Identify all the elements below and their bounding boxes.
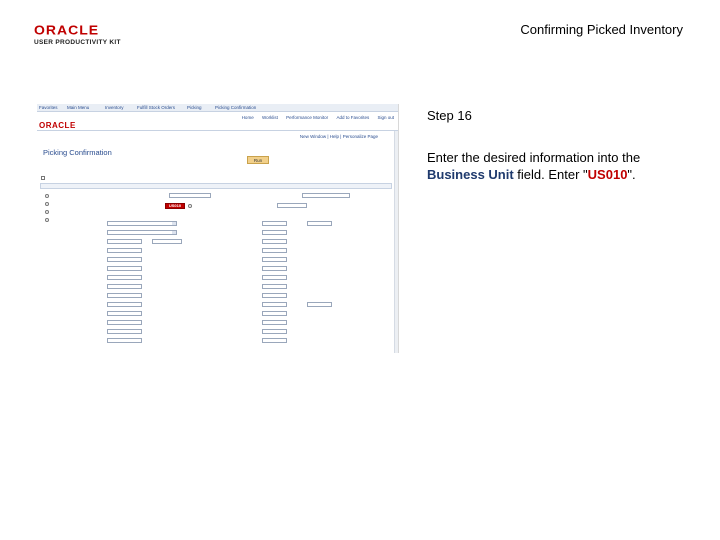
right-field-7[interactable] xyxy=(262,275,287,280)
left-field-5[interactable] xyxy=(107,257,142,262)
radio-option-3[interactable] xyxy=(45,210,49,214)
link-home[interactable]: Home xyxy=(241,115,254,120)
right-field-5[interactable] xyxy=(262,257,287,262)
right-field-9[interactable] xyxy=(262,293,287,298)
logo-brand: ORACLE xyxy=(34,22,100,38)
right-field-14[interactable] xyxy=(262,338,287,343)
breadcrumb-bar xyxy=(37,104,398,112)
instruction-field-name: Business Unit xyxy=(427,167,514,182)
right-field-8[interactable] xyxy=(262,284,287,289)
option-checkbox[interactable] xyxy=(41,176,45,180)
left-field-14[interactable] xyxy=(107,338,142,343)
right-field-4[interactable] xyxy=(262,248,287,253)
logo-subtitle: USER PRODUCTIVITY KIT xyxy=(34,39,121,46)
top-links xyxy=(235,115,394,120)
left-field-12[interactable] xyxy=(107,320,142,325)
fulfillment-field[interactable] xyxy=(277,203,307,208)
left-field-7[interactable] xyxy=(107,275,142,280)
left-field-6[interactable] xyxy=(107,266,142,271)
right-field-6[interactable] xyxy=(262,266,287,271)
page-utility-links[interactable]: New Window | Help | Personalize Page xyxy=(299,134,378,139)
header-divider xyxy=(37,130,398,131)
dropdown-field-1[interactable] xyxy=(107,221,177,226)
step-instruction xyxy=(427,149,697,183)
breadcrumb-picking[interactable]: Picking xyxy=(187,105,202,110)
link-sign-out[interactable]: Sign out xyxy=(377,115,394,120)
order-number-from[interactable] xyxy=(107,239,142,244)
link-worklist[interactable]: Worklist xyxy=(261,115,278,120)
app-oracle-logo: ORACLE xyxy=(39,121,76,130)
link-performance-monitor[interactable]: Performance Monitor xyxy=(286,115,329,120)
left-field-8[interactable] xyxy=(107,284,142,289)
request-group-header xyxy=(40,183,392,189)
instruction-mid: field. Enter " xyxy=(513,167,588,182)
instruction-prefix: Enter the desired information into the xyxy=(427,150,641,165)
radio-option-4[interactable] xyxy=(45,218,49,222)
app-screenshot xyxy=(37,104,399,353)
breadcrumb-picking-confirmation[interactable]: Picking Confirmation xyxy=(215,105,257,110)
right-field-10[interactable] xyxy=(262,302,287,307)
app-brand-bar xyxy=(37,113,398,130)
left-field-13[interactable] xyxy=(107,329,142,334)
right-field-10b[interactable] xyxy=(307,302,332,307)
radio-option-1[interactable] xyxy=(45,194,49,198)
document-title: Confirming Picked Inventory xyxy=(520,22,683,37)
right-field-13[interactable] xyxy=(262,329,287,334)
run-button[interactable]: Run xyxy=(247,156,269,164)
right-field-1b[interactable] xyxy=(307,221,332,226)
oracle-upk-logo xyxy=(34,22,130,46)
breadcrumb-favorites[interactable]: Favorites xyxy=(39,105,58,110)
description-field[interactable] xyxy=(302,193,350,198)
step-label: Step 16 xyxy=(427,108,472,123)
business-unit-lookup-icon[interactable] xyxy=(188,204,192,208)
breadcrumb-fulfill-stock-orders[interactable]: Fulfill Stock Orders xyxy=(137,105,176,110)
right-field-1[interactable] xyxy=(262,221,287,226)
left-field-4[interactable] xyxy=(107,248,142,253)
right-field-2[interactable] xyxy=(262,230,287,235)
link-add-to-favorites[interactable]: Add to Favorites xyxy=(336,115,370,120)
left-field-10[interactable] xyxy=(107,302,142,307)
radio-option-2[interactable] xyxy=(45,202,49,206)
dropdown-field-2[interactable] xyxy=(107,230,177,235)
business-unit-field[interactable]: US010 xyxy=(165,203,185,209)
breadcrumb-inventory[interactable]: Inventory xyxy=(105,105,124,110)
instruction-value: US010 xyxy=(587,167,628,182)
request-field[interactable] xyxy=(169,193,211,198)
right-field-11[interactable] xyxy=(262,311,287,316)
right-field-12[interactable] xyxy=(262,320,287,325)
instruction-suffix: ". xyxy=(627,167,636,182)
left-field-11[interactable] xyxy=(107,311,142,316)
page-title: Picking Confirmation xyxy=(43,148,112,157)
vertical-scrollbar[interactable] xyxy=(394,131,398,353)
order-number-to[interactable] xyxy=(152,239,182,244)
right-field-3[interactable] xyxy=(262,239,287,244)
left-field-9[interactable] xyxy=(107,293,142,298)
breadcrumb-main-menu[interactable]: Main Menu xyxy=(67,105,90,110)
